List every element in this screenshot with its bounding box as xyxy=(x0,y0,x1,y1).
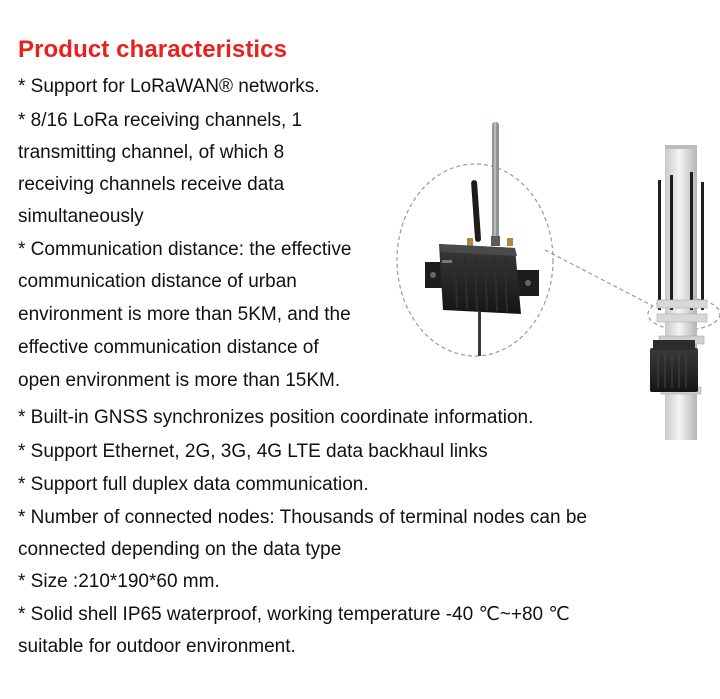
mounting-pole xyxy=(650,145,707,440)
feature-line: * Support for LoRaWAN® networks. xyxy=(18,76,320,97)
feature-line: * Built-in GNSS synchronizes position coordinate information. xyxy=(18,407,534,428)
feature-line: suitable for outdoor environment. xyxy=(18,636,296,657)
feature-line: open environment is more than 15KM. xyxy=(18,370,341,391)
feature-line: connected depending on the data type xyxy=(18,539,342,560)
feature-line: * Number of connected nodes: Thousands of terminal nodes can be xyxy=(18,507,587,528)
feature-line: receiving channels receive data xyxy=(18,174,285,195)
gateway-device xyxy=(425,122,539,356)
page-title: Product characteristics xyxy=(18,36,288,63)
feature-line: * Support Ethernet, 2G, 3G, 4G LTE data backhaul links xyxy=(18,441,488,462)
feature-line: simultaneously xyxy=(18,206,144,227)
gateway-product-illustration xyxy=(395,110,720,450)
feature-line: environment is more than 5KM, and the xyxy=(18,304,351,325)
feature-line: * Solid shell IP65 waterproof, working temperature -40 ℃~+80 ℃ xyxy=(18,604,570,625)
feature-line: * Support full duplex data communication. xyxy=(18,474,369,495)
feature-line: transmitting channel, of which 8 xyxy=(18,142,285,163)
feature-line: effective communication distance of xyxy=(18,337,319,358)
feature-line: * Size :210*190*60 mm. xyxy=(18,571,220,592)
feature-line: * 8/16 LoRa receiving channels, 1 xyxy=(18,110,303,131)
feature-line: communication distance of urban xyxy=(18,271,297,292)
feature-line: * Communication distance: the effective xyxy=(18,239,352,260)
